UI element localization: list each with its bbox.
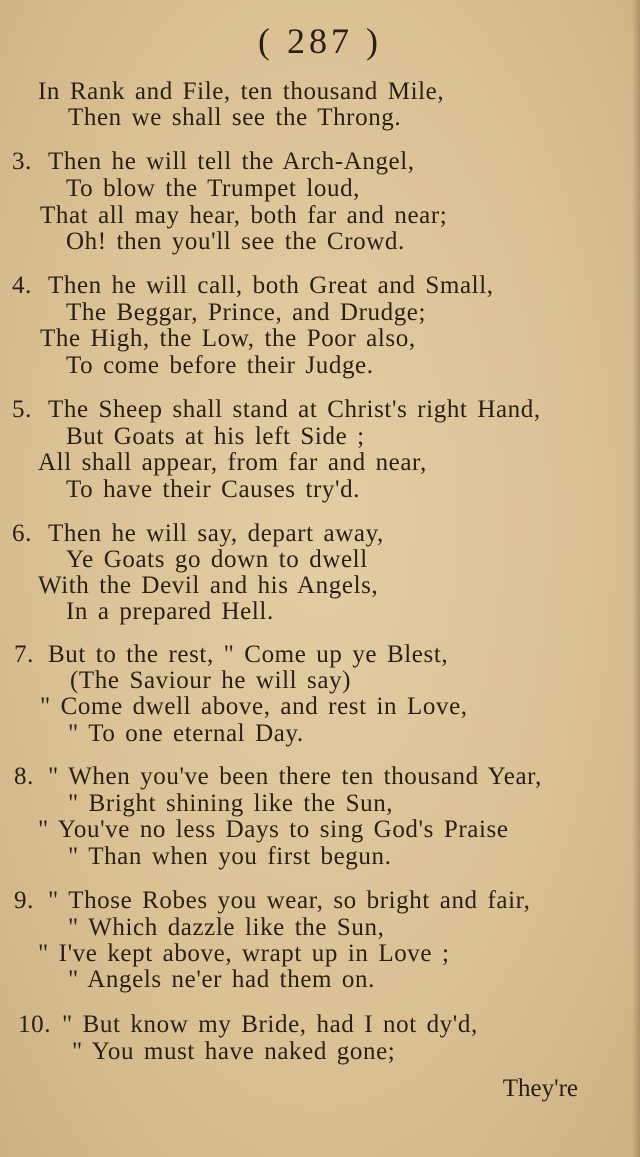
verse-line: But Goats at his left Side ; [66, 423, 365, 450]
verse-line: " Those Robes you wear, so bright and fair, [48, 887, 531, 914]
page-number: ( 287 ) [258, 21, 382, 61]
verse-number: 7. [14, 641, 34, 668]
verse-line: " To one eternal Day. [68, 720, 304, 747]
verse-number: 10. [18, 1011, 52, 1038]
verse-line: To come before their Judge. [66, 352, 374, 379]
page-edge-shadow [632, 0, 640, 1157]
verse-line: Oh! then you'll see the Crowd. [66, 228, 405, 255]
verse-line: Then he will say, depart away, [48, 520, 384, 547]
verse-line: With the Devil and his Angels, [38, 572, 379, 599]
verse-line: " Come dwell above, and rest in Love, [40, 693, 468, 720]
verse-line: Then he will tell the Arch-Angel, [48, 148, 415, 175]
verse-line: (The Saviour he will say) [70, 667, 352, 694]
verse-line: In Rank and File, ten thousand Mile, [38, 78, 445, 105]
verse-line: " But know my Bride, had I not dy'd, [62, 1011, 478, 1038]
catchword: They're [502, 1075, 578, 1102]
verse-line: " Bright shining like the Sun, [68, 790, 394, 817]
verse-line: " You must have naked gone; [72, 1038, 396, 1065]
verse-number: 8. [14, 763, 34, 790]
verse-line: The Beggar, Prince, and Drudge; [66, 299, 427, 326]
verse-line: To have their Causes try'd. [66, 476, 361, 503]
verse-line: " Than when you first begun. [68, 843, 392, 870]
verse-line: Then he will call, both Great and Small, [48, 272, 494, 299]
verse-line: " Angels ne'er had them on. [68, 966, 375, 993]
verse-line: In a prepared Hell. [66, 598, 274, 625]
verse-line: " You've no less Days to sing God's Praise [38, 816, 509, 843]
verse-line: Ye Goats go down to dwell [66, 546, 368, 573]
verse-line: " I've kept above, wrapt up in Love ; [38, 940, 450, 967]
verse-number: 5. [12, 396, 32, 423]
verse-line: The High, the Low, the Poor also, [40, 325, 416, 352]
verse-line: All shall appear, from far and near, [38, 449, 427, 476]
verse-line: To blow the Trumpet loud, [66, 175, 361, 202]
verse-line: But to the rest, " Come up ye Blest, [48, 641, 449, 668]
verse-line: " Which dazzle like the Sun, [68, 914, 385, 941]
verse-number: 9. [14, 887, 34, 914]
verse-line: " When you've been there ten thousand Year, [48, 763, 542, 790]
verse-number: 4. [12, 272, 32, 299]
verse-number: 6. [12, 520, 32, 547]
verse-line: Then we shall see the Throng. [68, 104, 402, 131]
verse-line: That all may hear, both far and near; [40, 202, 448, 229]
verse-line: The Sheep shall stand at Christ's right Hand, [48, 396, 541, 423]
verse-number: 3. [12, 148, 32, 175]
